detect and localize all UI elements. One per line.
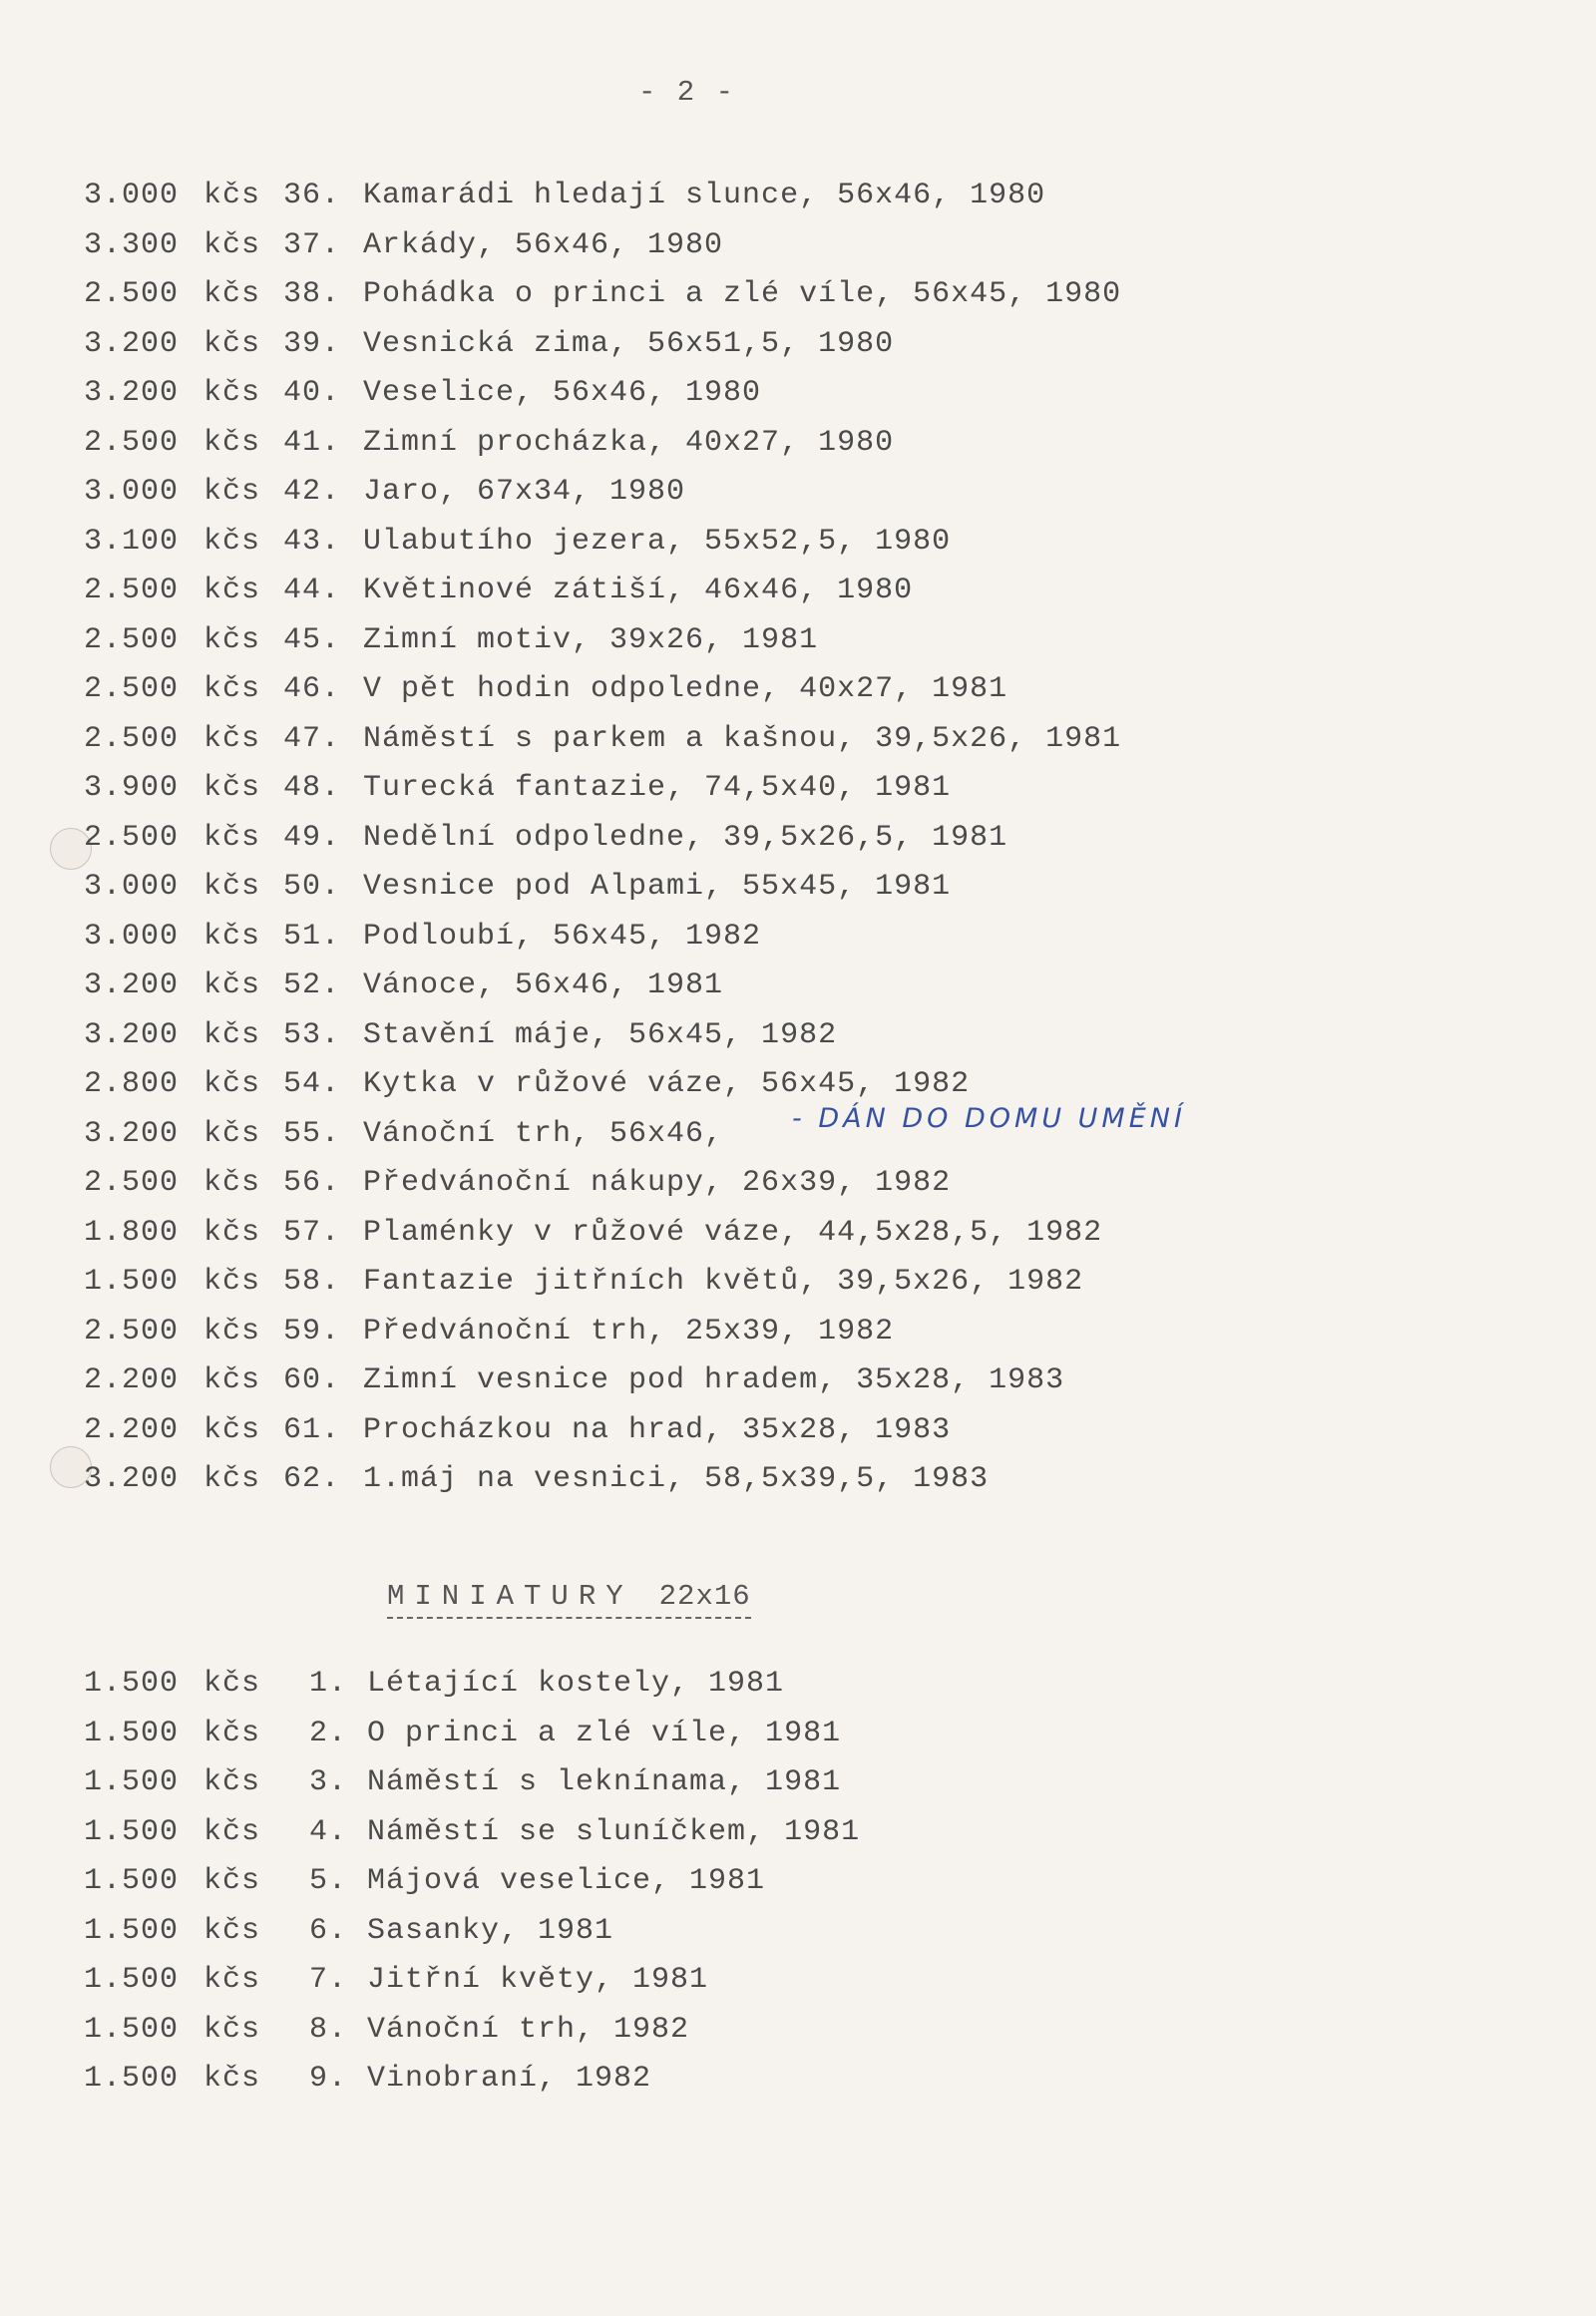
item-number: 1. bbox=[309, 1667, 348, 1701]
item-number: 38. bbox=[283, 277, 341, 311]
item-title: Vánoční trh, 1982 bbox=[367, 2012, 690, 2047]
price: 2.500 bbox=[84, 277, 180, 311]
price: 3.200 bbox=[84, 1462, 180, 1496]
item-title: Podloubí, 56x45, 1982 bbox=[363, 919, 762, 954]
currency: kčs bbox=[203, 1067, 261, 1101]
item-number: 49. bbox=[283, 820, 341, 855]
currency: kčs bbox=[203, 1166, 261, 1200]
item-number: 36. bbox=[283, 179, 341, 212]
item-number: 51. bbox=[283, 919, 341, 954]
item-number: 40. bbox=[283, 376, 341, 410]
item-title: Jitřní květy, 1981 bbox=[367, 1963, 709, 1997]
currency: kčs bbox=[203, 1864, 261, 1898]
currency: kčs bbox=[203, 968, 261, 1002]
currency: kčs bbox=[203, 1716, 261, 1750]
page-number: - 2 - bbox=[638, 76, 736, 109]
price: 1.500 bbox=[84, 1963, 180, 1997]
item-title: O princi a zlé víle, 1981 bbox=[367, 1716, 842, 1750]
currency: kčs bbox=[203, 1116, 261, 1151]
currency: kčs bbox=[203, 1265, 261, 1299]
currency: kčs bbox=[203, 475, 261, 509]
currency: kčs bbox=[203, 820, 261, 855]
currency: kčs bbox=[203, 870, 261, 904]
price: 2.500 bbox=[84, 1166, 180, 1200]
item-title: Jaro, 67x34, 1980 bbox=[363, 475, 686, 509]
item-title: Fantazie jitřních květů, 39,5x26, 1982 bbox=[363, 1265, 1084, 1299]
item-title: Arkády, 56x46, 1980 bbox=[363, 227, 724, 262]
item-number: 41. bbox=[283, 425, 341, 460]
currency: kčs bbox=[203, 1314, 261, 1349]
item-title: Nedělní odpoledne, 39,5x26,5, 1981 bbox=[363, 820, 1008, 855]
price: 3.100 bbox=[84, 524, 180, 559]
item-number: 39. bbox=[283, 326, 341, 361]
item-number: 43. bbox=[283, 524, 341, 559]
item-title: Náměstí s leknínama, 1981 bbox=[367, 1765, 842, 1799]
currency: kčs bbox=[203, 425, 261, 460]
price: 2.500 bbox=[84, 425, 180, 460]
item-title: Létající kostely, 1981 bbox=[367, 1667, 785, 1701]
price: 1.500 bbox=[84, 1864, 180, 1898]
price: 1.500 bbox=[84, 1667, 180, 1701]
price: 1.800 bbox=[84, 1215, 180, 1250]
price: 1.500 bbox=[84, 2012, 180, 2047]
section-title: MINIATURY bbox=[387, 1580, 633, 1613]
item-number: 3. bbox=[309, 1765, 348, 1799]
item-title: Turecká fantazie, 74,5x40, 1981 bbox=[363, 771, 952, 805]
item-title: V pět hodin odpoledne, 40x27, 1981 bbox=[363, 672, 1008, 706]
item-number: 61. bbox=[283, 1412, 341, 1447]
item-number: 48. bbox=[283, 771, 341, 805]
currency: kčs bbox=[203, 376, 261, 410]
currency: kčs bbox=[203, 1913, 261, 1948]
currency: kčs bbox=[203, 1963, 261, 1997]
price: 1.500 bbox=[84, 1265, 180, 1299]
item-title: Stavění máje, 56x45, 1982 bbox=[363, 1017, 838, 1052]
item-number: 8. bbox=[309, 2012, 348, 2047]
currency: kčs bbox=[203, 622, 261, 657]
item-title: Náměstí s parkem a kašnou, 39,5x26, 1981 bbox=[363, 721, 1122, 756]
currency: kčs bbox=[203, 771, 261, 805]
item-title: Náměstí se sluníčkem, 1981 bbox=[367, 1814, 861, 1849]
item-title: Předvánoční trh, 25x39, 1982 bbox=[363, 1314, 895, 1349]
handwritten-note: - DÁN DO DOMU UMĚNÍ bbox=[792, 1103, 1186, 1134]
item-title: Vánoční trh, 56x46, bbox=[363, 1116, 724, 1151]
item-number: 60. bbox=[283, 1363, 341, 1397]
price: 3.000 bbox=[84, 919, 180, 954]
item-title: Vinobraní, 1982 bbox=[367, 2062, 652, 2096]
item-number: 46. bbox=[283, 672, 341, 706]
item-title: Plaménky v růžové váze, 44,5x28,5, 1982 bbox=[363, 1215, 1103, 1250]
item-title: Zimní vesnice pod hradem, 35x28, 1983 bbox=[363, 1363, 1065, 1397]
item-title: Zimní motiv, 39x26, 1981 bbox=[363, 622, 819, 657]
item-title: Květinové zátiší, 46x46, 1980 bbox=[363, 574, 914, 607]
price: 1.500 bbox=[84, 1814, 180, 1849]
price: 2.500 bbox=[84, 622, 180, 657]
price: 3.200 bbox=[84, 1017, 180, 1052]
item-title: Zimní procházka, 40x27, 1980 bbox=[363, 425, 895, 460]
price: 2.500 bbox=[84, 574, 180, 607]
currency: kčs bbox=[203, 1017, 261, 1052]
currency: kčs bbox=[203, 2012, 261, 2047]
price: 3.200 bbox=[84, 968, 180, 1002]
currency: kčs bbox=[203, 574, 261, 607]
price: 3.900 bbox=[84, 771, 180, 805]
item-number: 7. bbox=[309, 1963, 348, 1997]
item-title: 1.máj na vesnici, 58,5x39,5, 1983 bbox=[363, 1462, 990, 1496]
price: 3.200 bbox=[84, 326, 180, 361]
currency: kčs bbox=[203, 1363, 261, 1397]
item-title: Pohádka o princi a zlé víle, 56x45, 1980 bbox=[363, 277, 1122, 311]
item-number: 6. bbox=[309, 1913, 348, 1948]
item-number: 9. bbox=[309, 2062, 348, 2096]
item-title: Kamarádi hledají slunce, 56x46, 1980 bbox=[363, 179, 1046, 212]
item-title: Májová veselice, 1981 bbox=[367, 1864, 766, 1898]
price: 1.500 bbox=[84, 2062, 180, 2096]
price: 2.500 bbox=[84, 672, 180, 706]
currency: kčs bbox=[203, 524, 261, 559]
item-number: 5. bbox=[309, 1864, 348, 1898]
item-title: Sasanky, 1981 bbox=[367, 1913, 614, 1948]
item-title: Procházkou na hrad, 35x28, 1983 bbox=[363, 1412, 952, 1447]
currency: kčs bbox=[203, 227, 261, 262]
price: 1.500 bbox=[84, 1765, 180, 1799]
currency: kčs bbox=[203, 919, 261, 954]
item-title: Vesnická zima, 56x51,5, 1980 bbox=[363, 326, 895, 361]
item-number: 62. bbox=[283, 1462, 341, 1496]
item-number: 58. bbox=[283, 1265, 341, 1299]
item-number: 2. bbox=[309, 1716, 348, 1750]
currency: kčs bbox=[203, 326, 261, 361]
item-number: 44. bbox=[283, 574, 341, 607]
item-number: 4. bbox=[309, 1814, 348, 1849]
currency: kčs bbox=[203, 2062, 261, 2096]
section-heading bbox=[387, 1580, 751, 1619]
item-title: Kytka v růžové váze, 56x45, 1982 bbox=[363, 1067, 971, 1101]
currency: kčs bbox=[203, 672, 261, 706]
price: 3.000 bbox=[84, 870, 180, 904]
item-title: Vánoce, 56x46, 1981 bbox=[363, 968, 724, 1002]
item-title: Vesnice pod Alpami, 55x45, 1981 bbox=[363, 870, 952, 904]
price: 1.500 bbox=[84, 1716, 180, 1750]
currency: kčs bbox=[203, 721, 261, 756]
currency: kčs bbox=[203, 1814, 261, 1849]
currency: kčs bbox=[203, 1462, 261, 1496]
item-title: Předvánoční nákupy, 26x39, 1982 bbox=[363, 1166, 952, 1200]
currency: kčs bbox=[203, 277, 261, 311]
price: 3.000 bbox=[84, 475, 180, 509]
item-title: Veselice, 56x46, 1980 bbox=[363, 376, 762, 410]
price: 2.500 bbox=[84, 721, 180, 756]
price: 2.200 bbox=[84, 1363, 180, 1397]
item-number: 50. bbox=[283, 870, 341, 904]
price: 3.200 bbox=[84, 1116, 180, 1151]
section-size: 22x16 bbox=[658, 1580, 751, 1613]
price: 3.000 bbox=[84, 179, 180, 212]
item-number: 55. bbox=[283, 1116, 341, 1151]
price: 2.500 bbox=[84, 820, 180, 855]
item-title: Ulabutího jezera, 55x52,5, 1980 bbox=[363, 524, 952, 559]
item-number: 57. bbox=[283, 1215, 341, 1250]
item-number: 37. bbox=[283, 227, 341, 262]
item-number: 53. bbox=[283, 1017, 341, 1052]
currency: kčs bbox=[203, 1412, 261, 1447]
item-number: 56. bbox=[283, 1166, 341, 1200]
item-number: 42. bbox=[283, 475, 341, 509]
price: 1.500 bbox=[84, 1913, 180, 1948]
price: 3.300 bbox=[84, 227, 180, 262]
item-number: 52. bbox=[283, 968, 341, 1002]
currency: kčs bbox=[203, 179, 261, 212]
price: 2.200 bbox=[84, 1412, 180, 1447]
item-number: 45. bbox=[283, 622, 341, 657]
price: 3.200 bbox=[84, 376, 180, 410]
price: 2.500 bbox=[84, 1314, 180, 1349]
item-number: 47. bbox=[283, 721, 341, 756]
currency: kčs bbox=[203, 1215, 261, 1250]
currency: kčs bbox=[203, 1667, 261, 1701]
currency: kčs bbox=[203, 1765, 261, 1799]
price: 2.800 bbox=[84, 1067, 180, 1101]
item-number: 59. bbox=[283, 1314, 341, 1349]
item-number: 54. bbox=[283, 1067, 341, 1101]
